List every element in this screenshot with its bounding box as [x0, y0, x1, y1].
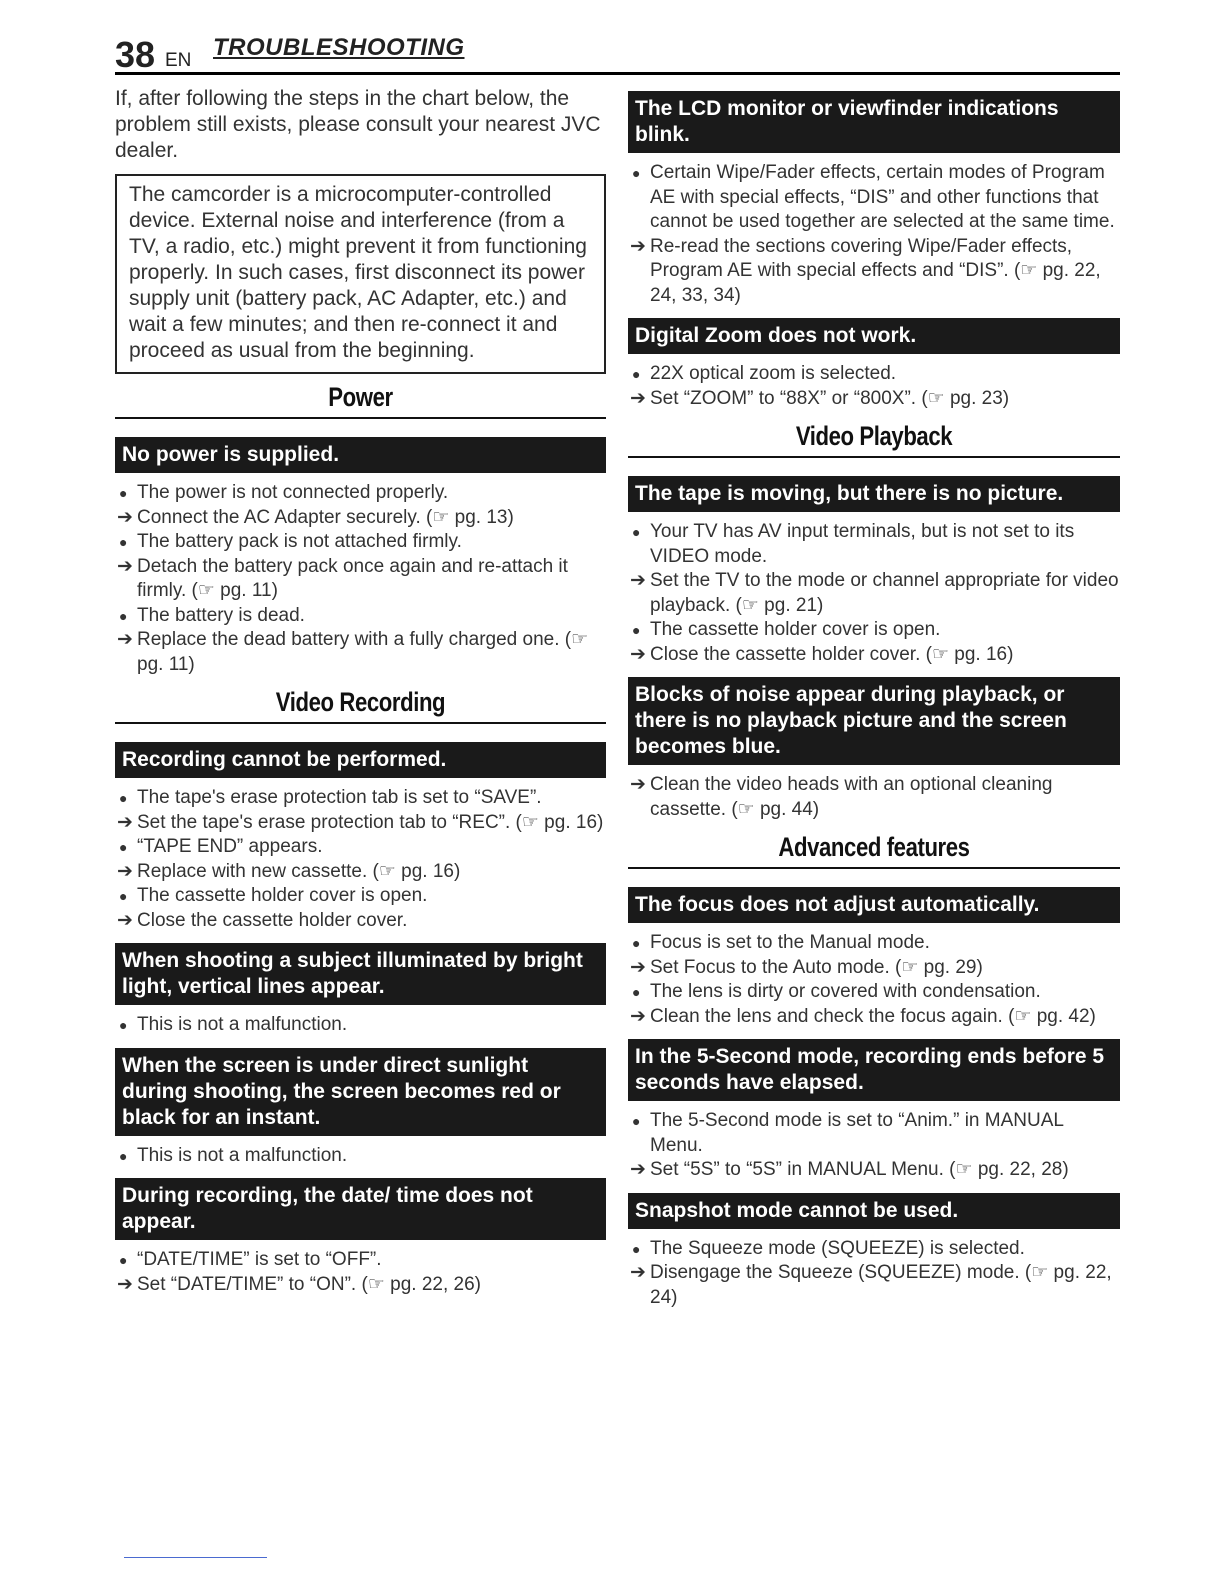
arrow-icon: ➔	[117, 909, 133, 931]
cause-item	[115, 604, 606, 629]
item-text: 22X optical zoom is selected.	[650, 363, 897, 384]
problem-banner: Snapshot mode cannot be used.	[628, 1193, 1120, 1229]
bullet-icon: ●	[119, 1252, 128, 1268]
problem-banner: The focus does not adjust automatically.	[628, 887, 1120, 923]
cause-item	[628, 931, 1120, 956]
item-text: Certain Wipe/Fader effects, certain modes of Program AE with special effects, “DIS” and other functions that cannot be used together are selected at the same time.	[650, 162, 1115, 232]
item-text: Set the tape's erase protection tab to “REC”. (☞ pg. 16)	[137, 811, 604, 833]
remedy-item	[628, 643, 1120, 668]
bullet-icon: ●	[119, 839, 128, 855]
problem-banner: When shooting a subject illuminated by bright light, vertical lines appear.	[115, 943, 606, 1005]
remedy-item	[628, 956, 1120, 981]
notice-box: The camcorder is a microcomputer-controlled device. External noise and interference (from a TV, a radio, etc.) might prevent it from functioning properly. In such cases, first disconnect its power supply unit (battery pack, AC Adapter, etc.) and wait a few minutes; and then re-connect it and proceed as usual from the beginning.	[115, 174, 606, 374]
item-text: The cassette holder cover is open.	[137, 885, 428, 906]
arrow-icon: ➔	[630, 643, 646, 665]
item-text: Set “5S” to “5S” in MANUAL Menu. (☞ pg. 22, 28)	[650, 1159, 1069, 1180]
item-text: Replace the dead battery with a fully charged one. (☞ pg. 11)	[137, 629, 589, 675]
problem-items	[628, 773, 1120, 822]
right-sections	[628, 91, 1120, 1310]
bullet-icon: ●	[119, 534, 128, 550]
problem-items	[115, 1013, 606, 1038]
problem-banner: Digital Zoom does not work.	[628, 318, 1120, 354]
item-text: Focus is set to the Manual mode.	[650, 932, 930, 953]
cause-item	[115, 884, 606, 909]
problem-items	[628, 1237, 1120, 1311]
cause-item	[115, 786, 606, 811]
item-text: Clean the video heads with an optional cleaning cassette. (☞ pg. 44)	[650, 774, 1053, 820]
arrow-icon: ➔	[117, 506, 133, 528]
language-code: EN	[165, 50, 192, 71]
arrow-icon: ➔	[630, 774, 646, 795]
remedy-item	[628, 235, 1120, 309]
arrow-icon: ➔	[117, 860, 133, 882]
item-text: “TAPE END” appears.	[137, 836, 323, 857]
problem-banner: Blocks of noise appear during playback, or there is no playback picture and the screen becomes blue.	[628, 677, 1120, 765]
item-text: The Squeeze mode (SQUEEZE) is selected.	[650, 1237, 1025, 1259]
remedy-item	[115, 1273, 606, 1298]
bullet-icon: ●	[632, 935, 641, 951]
problem-banner: The tape is moving, but there is no picture.	[628, 476, 1120, 512]
arrow-icon: ➔	[117, 811, 133, 833]
bullet-icon: ●	[632, 1240, 641, 1257]
item-text: Set “DATE/TIME” to “ON”. (☞ pg. 22, 26)	[137, 1273, 481, 1295]
bullet-icon: ●	[119, 1147, 128, 1164]
remedy-item	[115, 506, 606, 531]
item-text: The power is not connected properly.	[137, 482, 449, 503]
cause-item	[115, 1013, 606, 1038]
problem-items	[115, 481, 606, 677]
section-heading-video-recording: Video Recording	[275, 687, 446, 717]
problem-items	[628, 1109, 1120, 1183]
problem-items	[115, 786, 606, 933]
arrow-icon: ➔	[117, 1273, 133, 1295]
section-rule	[115, 417, 606, 419]
arrow-icon: ➔	[117, 629, 133, 650]
arrow-icon: ➔	[630, 1005, 646, 1027]
bullet-icon: ●	[119, 485, 128, 501]
bullet-icon: ●	[119, 607, 128, 624]
remedy-item	[115, 811, 606, 836]
left-sections	[115, 382, 606, 1297]
arrow-icon: ➔	[630, 1159, 646, 1180]
bullet-icon: ●	[632, 366, 641, 382]
problem-banner: In the 5-Second mode, recording ends before 5 seconds have elapsed.	[628, 1039, 1120, 1101]
cause-item	[115, 481, 606, 506]
cause-item	[628, 1109, 1120, 1158]
section-heading-power: Power	[328, 382, 393, 412]
item-text: The battery is dead.	[137, 604, 305, 626]
item-text: This is not a malfunction.	[137, 1144, 348, 1166]
problem-items	[115, 1144, 606, 1169]
right-column	[628, 91, 1120, 1320]
footer-rule	[124, 1557, 267, 1558]
item-text: The cassette holder cover is open.	[650, 619, 941, 640]
section-rule	[628, 867, 1120, 869]
item-text: Detach the battery pack once again and re-attach it firmly. (☞ pg. 11)	[137, 555, 568, 601]
item-text: Set Focus to the Auto mode. (☞ pg. 29)	[650, 956, 983, 978]
arrow-icon: ➔	[630, 570, 646, 591]
arrow-icon: ➔	[630, 387, 646, 409]
remedy-item	[628, 1261, 1120, 1310]
item-text: “DATE/TIME” is set to “OFF”.	[137, 1249, 382, 1270]
bullet-icon: ●	[119, 888, 128, 904]
cause-item	[115, 530, 606, 555]
item-text: Disengage the Squeeze (SQUEEZE) mode. (☞ pg. 22, 24)	[650, 1262, 1112, 1308]
item-text: The tape's erase protection tab is set to “SAVE”.	[137, 787, 542, 808]
item-text: The lens is dirty or covered with condensation.	[650, 981, 1041, 1002]
cause-item	[628, 1237, 1120, 1262]
problem-items	[628, 931, 1120, 1029]
problem-items	[628, 161, 1120, 308]
remedy-item	[628, 569, 1120, 618]
arrow-icon: ➔	[630, 1262, 646, 1283]
item-text: This is not a malfunction.	[137, 1014, 348, 1035]
section-rule	[115, 722, 606, 724]
problem-banner: During recording, the date/ time does not appear.	[115, 1178, 606, 1240]
remedy-item	[628, 773, 1120, 822]
bullet-icon: ●	[632, 165, 641, 181]
section-rule	[628, 456, 1120, 458]
item-text: Close the cassette holder cover.	[137, 909, 408, 931]
bullet-icon: ●	[632, 524, 641, 540]
cause-item	[115, 1144, 606, 1169]
remedy-item	[115, 909, 606, 934]
item-text: Set the TV to the mode or channel appropriate for video playback. (☞ pg. 21)	[650, 570, 1119, 616]
remedy-item	[115, 860, 606, 885]
cause-item	[628, 161, 1120, 235]
problem-items	[628, 362, 1120, 411]
problem-items	[115, 1248, 606, 1297]
problem-banner: Recording cannot be performed.	[115, 742, 606, 778]
bullet-icon: ●	[632, 1113, 641, 1129]
bullet-icon: ●	[632, 622, 641, 638]
item-text: Close the cassette holder cover. (☞ pg. 16)	[650, 643, 1014, 665]
left-column	[115, 86, 606, 1307]
item-text: Set “ZOOM” to “88X” or “800X”. (☞ pg. 23)	[650, 387, 1010, 409]
bullet-icon: ●	[119, 790, 128, 806]
item-text: Replace with new cassette. (☞ pg. 16)	[137, 860, 461, 882]
cause-item	[628, 980, 1120, 1005]
arrow-icon: ➔	[630, 235, 646, 257]
remedy-item	[628, 1158, 1120, 1183]
cause-item	[628, 618, 1120, 643]
remedy-item	[628, 1005, 1120, 1030]
page-number: 38	[115, 34, 156, 75]
problem-banner: No power is supplied.	[115, 437, 606, 473]
cause-item	[628, 520, 1120, 569]
section-heading-advanced: Advanced features	[778, 832, 970, 862]
intro-text: If, after following the steps in the chart below, the problem still exists, please consult your nearest JVC dealer.	[115, 87, 601, 162]
arrow-icon: ➔	[630, 956, 646, 978]
page-header	[115, 32, 1120, 75]
cause-item	[115, 1248, 606, 1273]
remedy-item	[115, 555, 606, 604]
problem-banner: When the screen is under direct sunlight during shooting, the screen becomes red or black for an instant.	[115, 1048, 606, 1136]
remedy-item	[628, 387, 1120, 412]
bullet-icon: ●	[632, 984, 641, 1000]
cause-item	[115, 835, 606, 860]
cause-item	[628, 362, 1120, 387]
remedy-item	[115, 628, 606, 677]
chapter-title: TROUBLESHOOTING	[213, 34, 465, 61]
item-text: Re-read the sections covering Wipe/Fader effects, Program AE with special effects and “DIS”. (☞ pg. 22, 24, 33, 34)	[650, 235, 1101, 306]
problem-banner: The LCD monitor or viewfinder indications blink.	[628, 91, 1120, 153]
item-text: The 5-Second mode is set to “Anim.” in MANUAL Menu.	[650, 1110, 1064, 1156]
arrow-icon: ➔	[117, 555, 133, 577]
item-text: The battery pack is not attached firmly.	[137, 531, 462, 552]
item-text: Connect the AC Adapter securely. (☞ pg. 13)	[137, 506, 514, 528]
bullet-icon: ●	[119, 1017, 128, 1033]
item-text: Your TV has AV input terminals, but is not set to its VIDEO mode.	[650, 521, 1075, 567]
item-text: Clean the lens and check the focus again. (☞ pg. 42)	[650, 1005, 1096, 1027]
problem-items	[628, 520, 1120, 667]
section-heading-video-playback: Video Playback	[795, 421, 953, 451]
